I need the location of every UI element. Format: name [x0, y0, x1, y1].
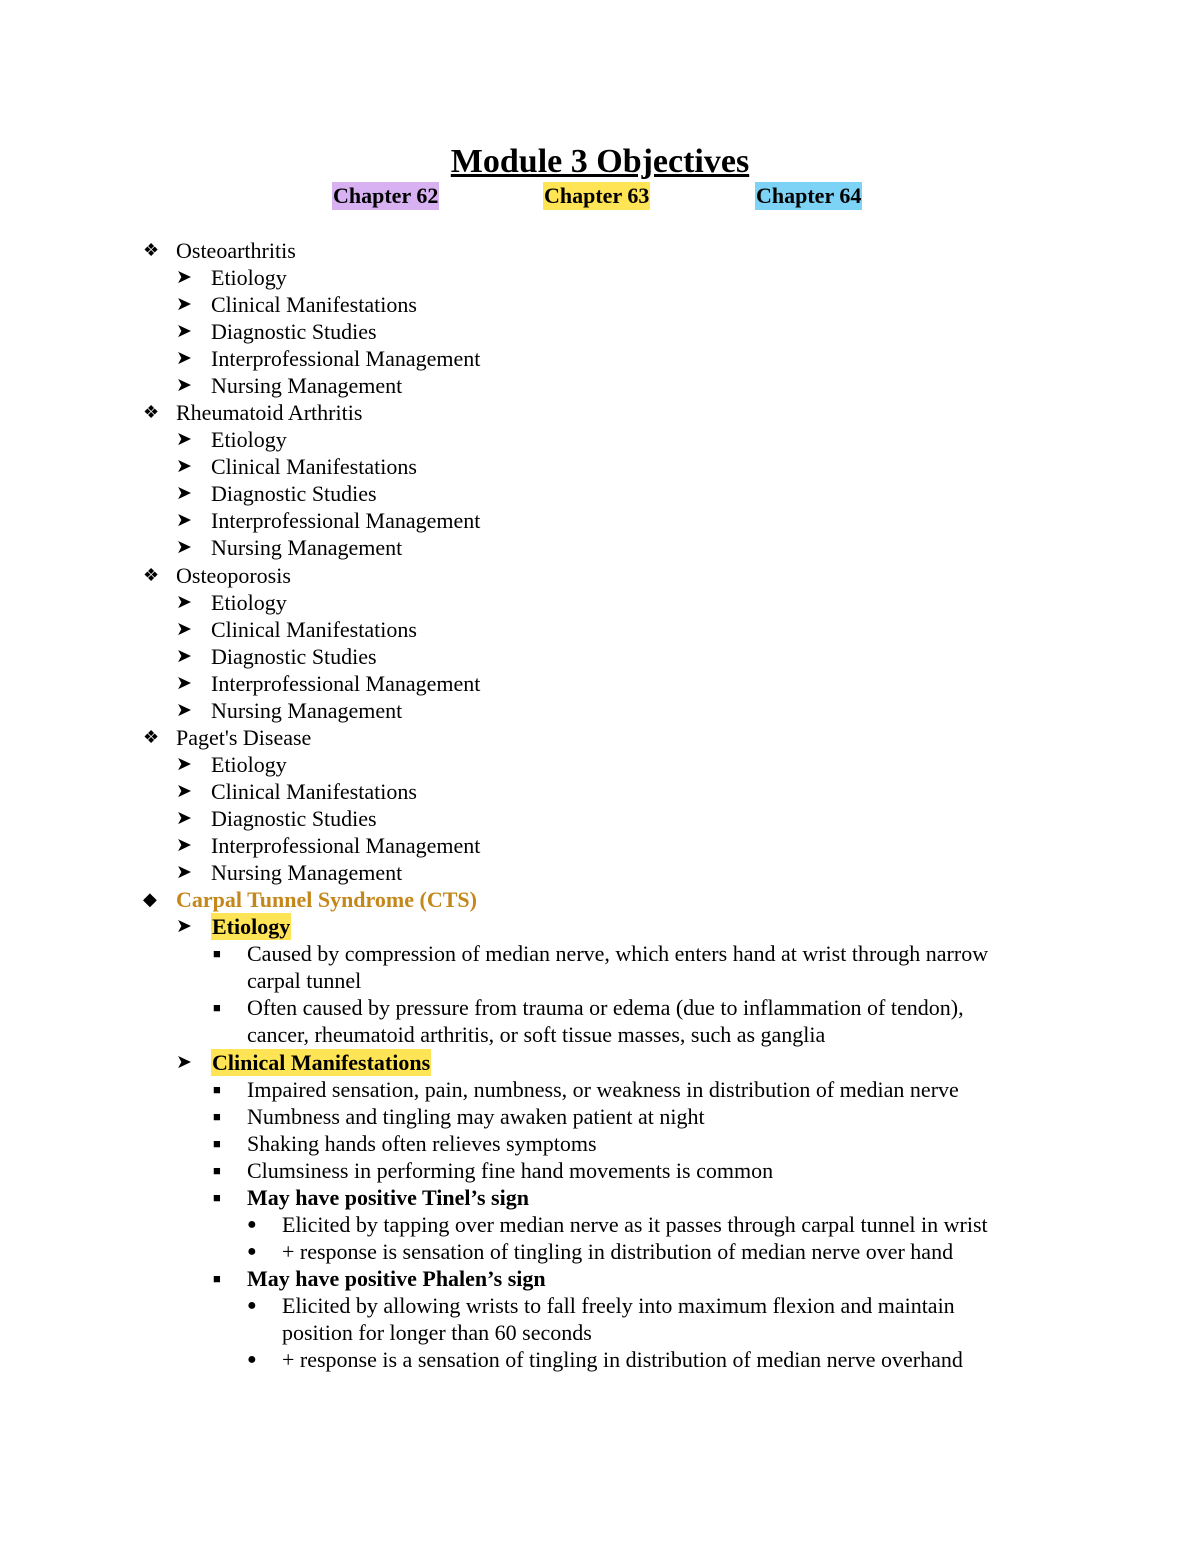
- arrowhead-bullet-icon: ➤: [176, 456, 192, 477]
- arrowhead-bullet-icon: ➤: [176, 592, 192, 613]
- detail-text: carpal tunnel: [247, 968, 362, 993]
- subtopic-label: Nursing Management: [211, 535, 403, 560]
- chapter-62-label: Chapter 62: [333, 183, 439, 208]
- topic-label: Carpal Tunnel Syndrome (CTS): [176, 887, 477, 912]
- square-bullet-icon: ■: [213, 946, 221, 961]
- arrowhead-bullet-icon: ➤: [176, 619, 192, 640]
- arrowhead-bullet-icon: ➤: [176, 483, 192, 504]
- arrowhead-bullet-icon: ➤: [176, 537, 192, 558]
- detail-text: Caused by compression of median nerve, which enters hand at wrist through narrow: [247, 941, 989, 966]
- subtopic-label: Clinical Manifestations: [212, 1050, 431, 1075]
- sub-detail-text: Elicited by tapping over median nerve as it passes through carpal tunnel in wrist: [282, 1212, 988, 1237]
- arrowhead-bullet-icon: ➤: [176, 781, 192, 802]
- detail-text: May have positive Phalen’s sign: [247, 1266, 546, 1291]
- sub-detail-text: + response is sensation of tingling in distribution of median nerve over hand: [282, 1239, 954, 1264]
- subtopic-label: Interprofessional Management: [211, 833, 481, 858]
- arrowhead-bullet-icon: ➤: [176, 754, 192, 775]
- round-bullet-icon: ●: [247, 1216, 257, 1233]
- detail-text: Impaired sensation, pain, numbness, or weakness in distribution of median nerve: [247, 1077, 959, 1102]
- arrowhead-bullet-icon: ➤: [176, 673, 192, 694]
- diamond-bullet-icon: ◆: [143, 889, 157, 909]
- subtopic-label: Clinical Manifestations: [211, 779, 417, 804]
- arrowhead-bullet-icon: ➤: [176, 267, 192, 288]
- topic-label: Rheumatoid Arthritis: [176, 400, 363, 425]
- page-title: Module 3 Objectives: [450, 143, 750, 180]
- diamond-bullet-icon: ❖: [143, 727, 160, 747]
- subtopic-label: Nursing Management: [211, 373, 403, 398]
- arrowhead-bullet-icon: ➤: [176, 1052, 192, 1073]
- square-bullet-icon: ■: [213, 1136, 221, 1151]
- subtopic-label: Interprofessional Management: [211, 671, 481, 696]
- square-bullet-icon: ■: [213, 1271, 221, 1286]
- subtopic-label: Clinical Manifestations: [211, 617, 417, 642]
- topic-label: Paget's Disease: [176, 725, 312, 750]
- sub-detail-text: + response is a sensation of tingling in distribution of median nerve overhand: [282, 1347, 963, 1372]
- topic-label: Osteoporosis: [176, 563, 291, 588]
- round-bullet-icon: ●: [247, 1297, 257, 1314]
- square-bullet-icon: ■: [213, 1109, 221, 1124]
- arrowhead-bullet-icon: ➤: [176, 294, 192, 315]
- diamond-bullet-icon: ❖: [143, 402, 160, 422]
- arrowhead-bullet-icon: ➤: [176, 916, 192, 937]
- arrowhead-bullet-icon: ➤: [176, 348, 192, 369]
- arrowhead-bullet-icon: ➤: [176, 862, 192, 883]
- square-bullet-icon: ■: [213, 1000, 221, 1015]
- diamond-bullet-icon: ❖: [143, 240, 160, 260]
- subtopic-label: Etiology: [211, 752, 287, 777]
- detail-text: cancer, rheumatoid arthritis, or soft tissue masses, such as ganglia: [247, 1022, 826, 1047]
- subtopic-label: Interprofessional Management: [211, 508, 481, 533]
- round-bullet-icon: ●: [247, 1351, 257, 1368]
- subtopic-label: Diagnostic Studies: [211, 481, 377, 506]
- subtopic-label: Clinical Manifestations: [211, 292, 417, 317]
- arrowhead-bullet-icon: ➤: [176, 700, 192, 721]
- detail-text: Often caused by pressure from trauma or edema (due to inflammation of tendon),: [247, 995, 964, 1020]
- subtopic-label: Interprofessional Management: [211, 346, 481, 371]
- round-bullet-icon: ●: [247, 1243, 257, 1260]
- subtopic-label: Diagnostic Studies: [211, 644, 377, 669]
- chapter-63-label: Chapter 63: [544, 183, 650, 208]
- chapter-64-label: Chapter 64: [756, 183, 862, 208]
- sub-detail-text: Elicited by allowing wrists to fall freely into maximum flexion and maintain: [282, 1293, 955, 1318]
- arrowhead-bullet-icon: ➤: [176, 429, 192, 450]
- subtopic-label: Etiology: [212, 914, 291, 939]
- diamond-bullet-icon: ❖: [143, 565, 160, 585]
- arrowhead-bullet-icon: ➤: [176, 808, 192, 829]
- topic-label: Osteoarthritis: [176, 238, 296, 263]
- detail-text: Numbness and tingling may awaken patient at night: [247, 1104, 705, 1129]
- square-bullet-icon: ■: [213, 1190, 221, 1205]
- subtopic-label: Etiology: [211, 590, 287, 615]
- detail-text: Shaking hands often relieves symptoms: [247, 1131, 597, 1156]
- square-bullet-icon: ■: [213, 1082, 221, 1097]
- subtopic-label: Nursing Management: [211, 698, 403, 723]
- sub-detail-text: position for longer than 60 seconds: [282, 1320, 592, 1345]
- arrowhead-bullet-icon: ➤: [176, 835, 192, 856]
- arrowhead-bullet-icon: ➤: [176, 375, 192, 396]
- arrowhead-bullet-icon: ➤: [176, 646, 192, 667]
- square-bullet-icon: ■: [213, 1163, 221, 1178]
- subtopic-label: Diagnostic Studies: [211, 319, 377, 344]
- subtopic-label: Nursing Management: [211, 860, 403, 885]
- subtopic-label: Diagnostic Studies: [211, 806, 377, 831]
- arrowhead-bullet-icon: ➤: [176, 510, 192, 531]
- detail-text: Clumsiness in performing fine hand movements is common: [247, 1158, 774, 1183]
- detail-text: May have positive Tinel’s sign: [247, 1185, 529, 1210]
- subtopic-label: Etiology: [211, 265, 287, 290]
- arrowhead-bullet-icon: ➤: [176, 321, 192, 342]
- subtopic-label: Etiology: [211, 427, 287, 452]
- subtopic-label: Clinical Manifestations: [211, 454, 417, 479]
